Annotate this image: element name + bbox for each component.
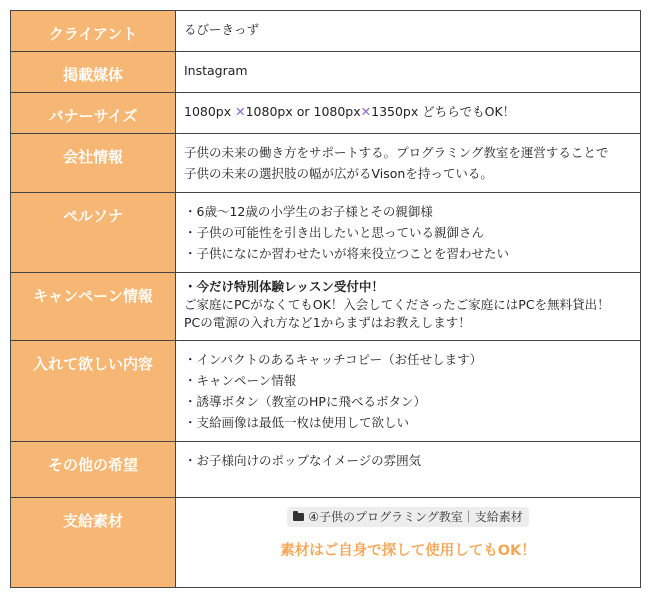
materials-link-wrap	[184, 506, 632, 527]
banner-size-part1: 1080px	[184, 104, 236, 119]
content-line: ・支給画像は最低一枚は使用して欲しい	[184, 415, 410, 430]
row-other	[11, 442, 641, 498]
value-campaign	[176, 273, 641, 341]
content-line: ・誘導ボタン（教室のHPに飛べるボタン）	[184, 394, 426, 409]
label-banner-size: バナーサイズ	[11, 93, 176, 134]
row-client	[11, 11, 641, 52]
campaign-line: ご家庭にPCがなくてもOK！入会してくださったご家庭にはPCを無料貸出！	[184, 297, 610, 312]
label-persona: ペルソナ	[11, 193, 176, 273]
value-materials	[176, 498, 641, 588]
persona-line: ・子供になにか習わせたいが将来役立つことを習わせたい	[184, 246, 510, 261]
value-client: るびーきっず	[176, 11, 641, 52]
row-persona	[11, 193, 641, 273]
persona-line: ・6歳〜12歳の小学生のお子様とその親御様	[184, 204, 433, 219]
campaign-line: PCの電源の入れ方など1からまずはお教えします！	[184, 315, 471, 330]
materials-link[interactable]	[287, 507, 529, 527]
label-client: クライアント	[11, 11, 176, 52]
cross-icon: ✕	[360, 104, 372, 119]
materials-link-label: ④子供のプログラミング教室｜支給素材	[308, 510, 523, 524]
label-campaign: キャンペーン情報	[11, 273, 176, 341]
spec-table	[10, 10, 641, 588]
value-media: Instagram	[176, 52, 641, 93]
company-line: 子供の未来の選択肢の幅が広がるVisonを持っている。	[184, 166, 493, 181]
label-company: 会社情報	[11, 134, 176, 193]
persona-line: ・子供の可能性を引き出したいと思っている親御さん	[184, 225, 485, 240]
value-banner-size	[176, 93, 641, 134]
value-company	[176, 134, 641, 193]
content-line: ・インパクトのあるキャッチコピー（お任せします）	[184, 352, 483, 367]
cross-icon: ✕	[235, 104, 246, 119]
content-line: ・キャンペーン情報	[184, 373, 297, 388]
row-company	[11, 134, 641, 193]
label-other: その他の希望	[11, 442, 176, 498]
label-materials: 支給素材	[11, 498, 176, 588]
row-materials	[11, 498, 641, 588]
materials-note: 素材はご自身で探して使用してもOK！	[280, 543, 536, 559]
row-content	[11, 341, 641, 442]
value-other: ・お子様向けのポップなイメージの雰囲気	[176, 442, 641, 498]
row-media	[11, 52, 641, 93]
value-persona	[176, 193, 641, 273]
row-campaign	[11, 273, 641, 341]
row-banner-size	[11, 93, 641, 134]
folder-icon	[293, 513, 304, 521]
company-line: 子供の未来の働き方をサポートする。プログラミング教室を運営することで	[184, 145, 609, 160]
campaign-heading: ・今だけ特別体験レッスン受付中！	[184, 279, 384, 294]
banner-size-part3: 1350px どちらでもOK！	[371, 104, 516, 119]
label-media: 掲載媒体	[11, 52, 176, 93]
value-content	[176, 341, 641, 442]
banner-size-part2: 1080px or 1080px	[245, 104, 361, 119]
label-content: 入れて欲しい内容	[11, 341, 176, 442]
